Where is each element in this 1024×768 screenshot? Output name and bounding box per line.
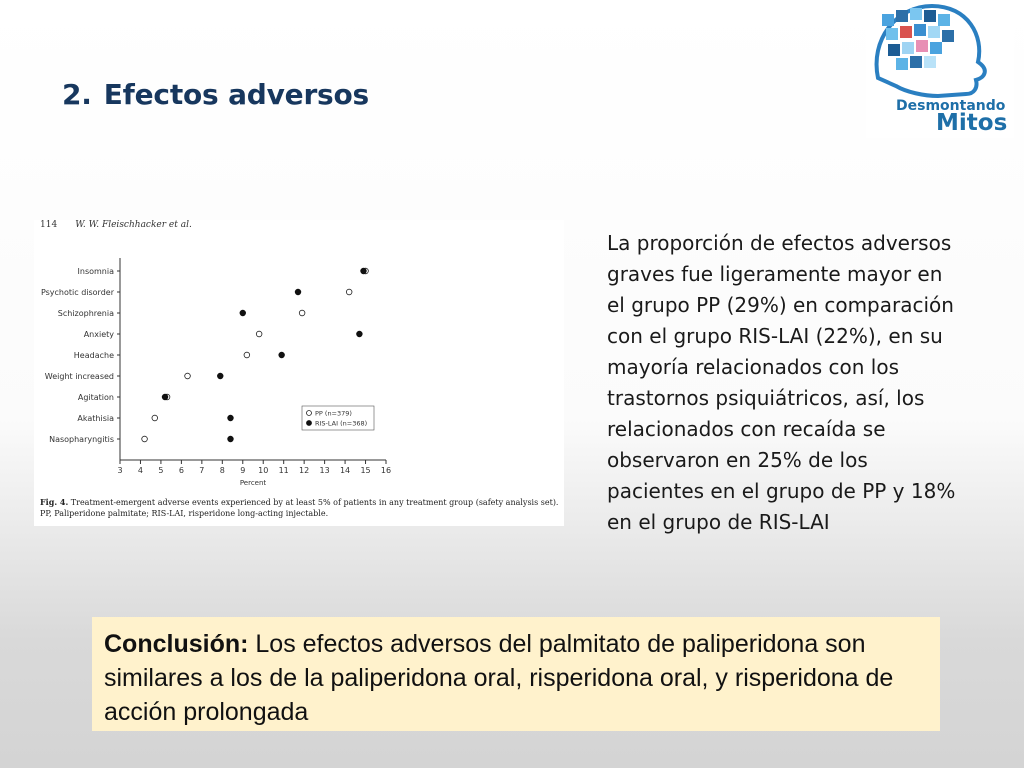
page-number: 114 (40, 220, 58, 230)
x-tick-label: 4 (137, 466, 144, 475)
figure-authors: W. W. Fleischhacker et al. (75, 220, 192, 230)
y-category-label: Nasopharyngitis (49, 435, 114, 444)
legend-label: PP (n=379) (315, 409, 352, 418)
x-tick-label: 13 (319, 466, 330, 475)
legend-marker (307, 421, 312, 426)
title-number: 2. (62, 78, 92, 111)
body-line: observaron en 25% de los (607, 448, 868, 472)
x-tick-label: 15 (360, 466, 371, 475)
y-category-label: Akathisia (77, 414, 114, 423)
ris-lai-point (228, 436, 234, 442)
pp-point (346, 289, 352, 295)
adverse-events-chart (34, 220, 564, 496)
body-line: mayoría relacionados con los (607, 355, 900, 379)
x-tick-label: 8 (219, 466, 225, 475)
body-line: con el grupo RIS-LAI (22%), en su (607, 324, 943, 348)
y-category-label: Agitation (77, 393, 114, 402)
pp-point (299, 310, 305, 316)
pp-point (152, 415, 158, 421)
ris-lai-point (240, 310, 246, 316)
conclusion-box (92, 617, 940, 731)
body-line: en el grupo de RIS-LAI (607, 510, 830, 534)
body-line: pacientes en el grupo de PP y 18% (607, 479, 956, 503)
ris-lai-point (228, 415, 234, 421)
title-text: Efectos adversos (103, 78, 370, 111)
logo-text-desmontando: Desmontando (896, 98, 1006, 114)
ris-lai-point (361, 268, 367, 274)
x-tick-label: 9 (240, 466, 246, 475)
body-line: trastornos psiquiátricos, así, los (607, 386, 925, 410)
logo-text-mitos: Mitos (936, 110, 1008, 136)
x-tick-label: 6 (178, 466, 184, 475)
x-tick-label: 5 (158, 466, 164, 475)
y-category-label: Insomnia (77, 267, 114, 276)
logo (866, 0, 1014, 138)
pp-point (185, 373, 191, 379)
ris-lai-point (295, 289, 301, 295)
x-tick-label: 7 (199, 466, 205, 475)
legend-label: RIS-LAI (n=368) (315, 419, 368, 428)
ris-lai-point (217, 373, 223, 379)
x-tick-label: 11 (278, 466, 289, 475)
body-line: graves fue ligeramente mayor en (607, 262, 943, 286)
ris-lai-point (279, 352, 285, 358)
x-tick-label: 3 (117, 466, 123, 475)
x-tick-label: 16 (380, 466, 392, 475)
body-line: el grupo PP (29%) en comparación (607, 293, 954, 317)
ris-lai-point (162, 394, 168, 400)
conclusion-label: Conclusión: (104, 630, 249, 658)
x-tick-label: 12 (299, 466, 310, 475)
y-category-label: Weight increased (44, 372, 114, 381)
figure-panel (34, 220, 564, 526)
y-category-label: Anxiety (83, 330, 114, 339)
slide-title (62, 78, 369, 111)
x-tick-label: 10 (258, 466, 269, 475)
x-axis-label: Percent (239, 479, 267, 487)
y-category-label: Schizophrenia (57, 309, 114, 318)
figure-caption (40, 497, 564, 519)
caption-text: Treatment-emergent adverse events experienced by at least 5% of patients in any treatment group (safety analysis set). PP, Paliperidone palmitate; RIS-LAI, risperidone long-acting injectable. (40, 498, 559, 518)
pp-point (256, 331, 262, 337)
body-line: relacionados con recaída se (607, 417, 886, 441)
conclusion-text: Los efectos adversos del palmitato de paliperidona son similares a los de la paliperidona oral, risperidona oral, y risperidona de acción prolongada (104, 630, 894, 726)
pp-point (244, 352, 250, 358)
body-paragraph (607, 228, 977, 538)
legend-marker (307, 411, 312, 416)
caption-label: Fig. 4. (40, 497, 69, 507)
y-category-label: Psychotic disorder (40, 288, 114, 297)
x-tick-label: 14 (339, 466, 351, 475)
pp-point (142, 436, 148, 442)
ris-lai-point (357, 331, 363, 337)
body-line: La proporción de efectos adversos (607, 231, 952, 255)
y-category-label: Headache (73, 351, 114, 360)
